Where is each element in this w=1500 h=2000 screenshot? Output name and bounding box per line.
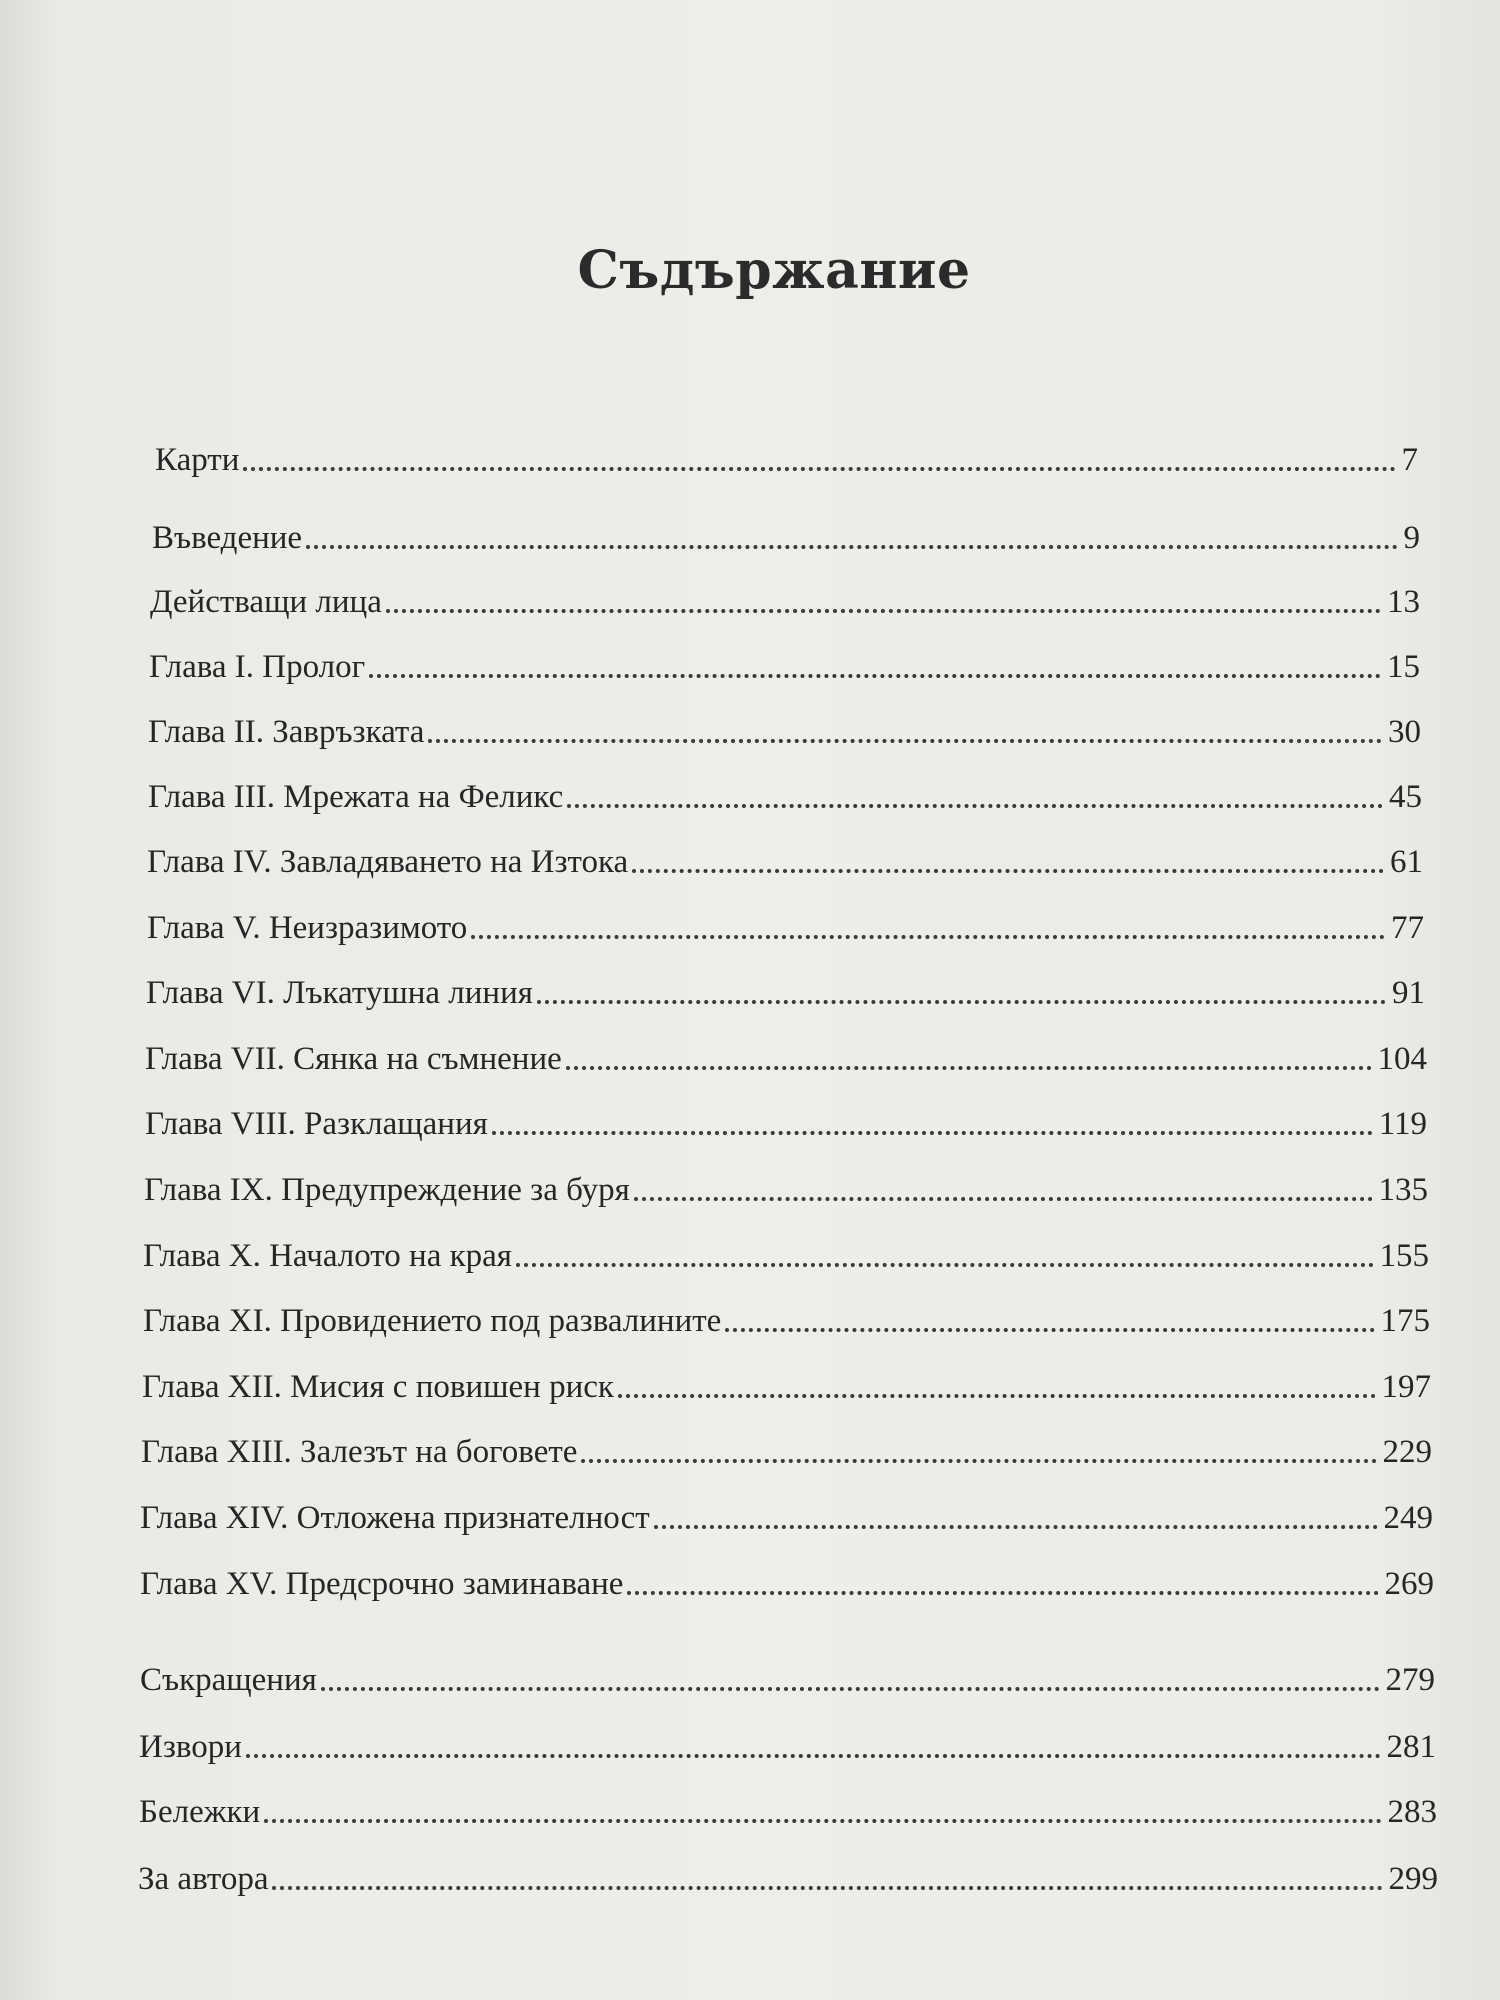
toc-entry-page-number: 13 (1387, 584, 1420, 620)
dot-leader (618, 1394, 1376, 1398)
dot-leader (246, 1754, 1381, 1758)
toc-entry-page-number: 7 (1401, 442, 1418, 478)
toc-entry-label: Карти (155, 442, 240, 478)
dot-leader (516, 1263, 1374, 1267)
toc-entry-page-number: 197 (1381, 1369, 1431, 1405)
toc-entry-label: Глава III. Мрежата на Феликс (148, 779, 564, 815)
toc-entry (142, 1357, 1431, 1407)
toc-entry-label: Бележки (139, 1794, 261, 1830)
toc-entry-page-number: 104 (1377, 1041, 1427, 1077)
dot-leader (581, 1459, 1376, 1463)
toc-entry-page-number: 61 (1390, 844, 1423, 880)
toc-entry (155, 430, 1418, 480)
toc-entry-label: Глава XII. Мисия с повишен риск (142, 1369, 614, 1405)
toc-entry (143, 1291, 1430, 1341)
dot-leader (627, 1591, 1378, 1595)
dot-leader (537, 1000, 1386, 1004)
toc-entry (149, 637, 1420, 687)
toc-entry (145, 1094, 1427, 1144)
toc-entry-label: Глава V. Неизразимото (147, 910, 468, 946)
toc-entry-label: Въведение (152, 520, 303, 556)
dot-leader (471, 935, 1385, 939)
toc-entry (139, 1717, 1436, 1767)
toc-entry (140, 1650, 1435, 1700)
toc-entry-page-number: 279 (1385, 1662, 1435, 1698)
toc-entry (148, 767, 1422, 817)
dot-leader (632, 869, 1384, 873)
toc-entry-page-number: 15 (1387, 649, 1420, 685)
toc-entry-label: Глава II. Завръзката (148, 714, 425, 750)
dot-leader (654, 1525, 1378, 1529)
toc-entry-page-number: 299 (1388, 1861, 1438, 1897)
toc-entry-label: Глава VIII. Разклащания (145, 1106, 488, 1142)
toc-entry-label: За автора (138, 1861, 269, 1897)
toc-entry-page-number: 175 (1380, 1303, 1430, 1339)
toc-entry-label: Глава VII. Сянка на съмнение (145, 1041, 562, 1077)
dot-leader (272, 1886, 1382, 1890)
toc-entry (148, 702, 1421, 752)
toc-entry-page-number: 9 (1403, 520, 1420, 556)
toc-entry-page-number: 283 (1387, 1794, 1437, 1830)
dot-leader (634, 1197, 1373, 1201)
dot-leader (492, 1131, 1373, 1135)
toc-entry-label: Глава XIV. Отложена признателност (140, 1500, 650, 1536)
dot-leader (264, 1819, 1381, 1823)
toc-entry (147, 832, 1423, 882)
dot-leader (369, 674, 1381, 678)
toc-entry-page-number: 155 (1379, 1238, 1429, 1274)
toc-entry (146, 963, 1425, 1013)
toc-entry-page-number: 77 (1391, 910, 1424, 946)
dot-leader (243, 467, 1395, 471)
toc-entry-label: Глава XI. Провидението под развалините (143, 1303, 722, 1339)
toc-entry-label: Глава IV. Завладяването на Изтока (147, 844, 629, 880)
toc-entry-label: Извори (139, 1729, 242, 1765)
toc-entry (139, 1782, 1437, 1832)
toc-entry (140, 1554, 1434, 1604)
dot-leader (725, 1328, 1374, 1332)
toc-entry-label: Глава X. Началото на края (143, 1238, 512, 1274)
toc-entry-page-number: 229 (1382, 1434, 1432, 1470)
toc-entry (143, 1226, 1429, 1276)
dot-leader (306, 545, 1397, 549)
toc-entry-label: Глава IX. Предупреждение за буря (144, 1172, 630, 1208)
toc-entry (138, 1849, 1438, 1899)
toc-entry-page-number: 91 (1392, 975, 1425, 1011)
toc-entry-page-number: 269 (1384, 1566, 1434, 1602)
toc-entry (147, 898, 1424, 948)
dot-leader (428, 739, 1382, 743)
toc-entry-label: Глава I. Пролог (149, 649, 366, 685)
toc-entry-label: Глава XV. Предсрочно заминаване (140, 1566, 624, 1602)
dot-leader (567, 804, 1383, 808)
toc-entry (140, 1488, 1433, 1538)
toc-entry (141, 1422, 1432, 1472)
dot-leader (386, 609, 1381, 613)
dot-leader (321, 1687, 1380, 1691)
toc-entry-page-number: 281 (1386, 1729, 1436, 1765)
page-title: Съдържание (577, 240, 971, 301)
toc-entry-page-number: 30 (1388, 714, 1421, 750)
toc-entry-page-number: 119 (1378, 1106, 1427, 1142)
dot-leader (566, 1066, 1372, 1070)
toc-entry-label: Действащи лица (150, 584, 382, 620)
toc-entry (150, 572, 1420, 622)
toc-entry (144, 1160, 1428, 1210)
toc-entry (152, 508, 1420, 558)
toc-entry-page-number: 249 (1383, 1500, 1433, 1536)
toc-entry-label: Съкращения (140, 1662, 317, 1698)
toc-entry-page-number: 45 (1389, 779, 1422, 815)
toc-entry (145, 1029, 1427, 1079)
toc-entry-page-number: 135 (1378, 1172, 1428, 1208)
toc-entry-label: Глава XIII. Залезът на боговете (141, 1434, 578, 1470)
toc-entry-label: Глава VI. Лъкатушна линия (146, 975, 533, 1011)
